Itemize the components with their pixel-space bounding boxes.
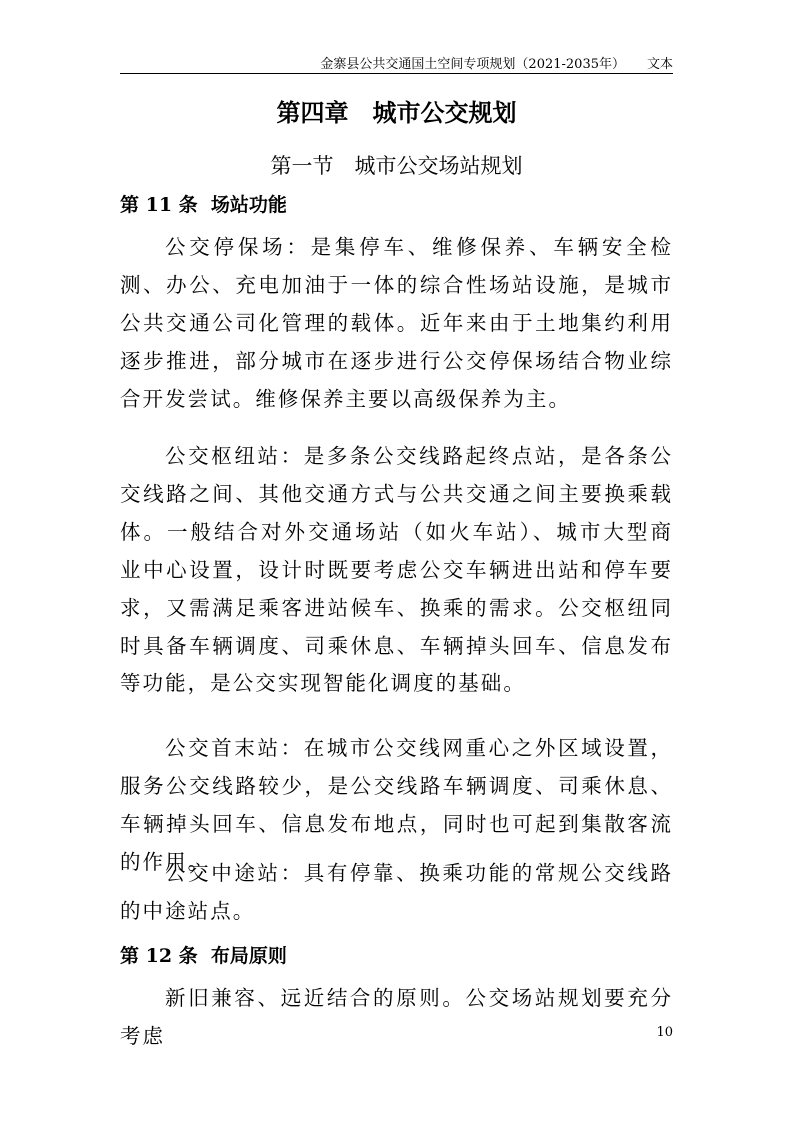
header-document-type: 文本 (646, 57, 673, 72)
article-11-paragraph-terminal: 公交首末站：在城市公交线网重心之外区域设置，服务公交线路较少，是公交线路车辆调度、司乘休息、车辆掉头回车、信息发布地点，同时也可起到集散客流的作用。 (120, 736, 673, 874)
header-divider (120, 73, 673, 74)
article-11-heading: 第 11 条 场站功能 (120, 194, 287, 216)
section-title: 第一节 城市公交场站规划 (270, 154, 523, 178)
article-11-paragraph-hub: 公交枢纽站：是多条公交线路起终点站，是各条公交线路之间、其他交通方式与公共交通之间主要换乘载体。一般结合对外交通场站（如火车站）、城市大型商业中心设置，设计时既要考虑公交车辆进出站和停车要求，又需满足乘客进站候车、换乘的需求。公交枢纽同时具备车辆调度、司乘休息、车辆掉头回车、信息发布等功能，是公交实现智能化调度的基础。 (120, 444, 673, 696)
article-12-paragraph-1: 新旧兼容、远近结合的原则。公交场站规划要充分考虑 (120, 986, 673, 1048)
article-11-paragraph-intermediate: 公交中途站：具有停靠、换乘功能的常规公交线路的中途站点。 (120, 861, 673, 923)
article-11-paragraph-depot: 公交停保场：是集停车、维修保养、车辆安全检测、办公、充电加油于一体的综合性场站设施，是城市公共交通公司化管理的载体。近年来由于土地集约利用逐步推进，部分城市在逐步进行公交停保场结合物业综合开发尝试。维修保养主要以高级保养为主。 (120, 235, 673, 411)
chapter-title: 第四章 城市公交规划 (276, 99, 517, 127)
header-document-title: 金寨县公共交通国土空间专项规划（2021-2035年） (320, 57, 625, 72)
page-header (120, 56, 673, 74)
article-12-heading: 第 12 条 布局原则 (120, 945, 287, 967)
page-number: 10 (656, 1025, 673, 1040)
